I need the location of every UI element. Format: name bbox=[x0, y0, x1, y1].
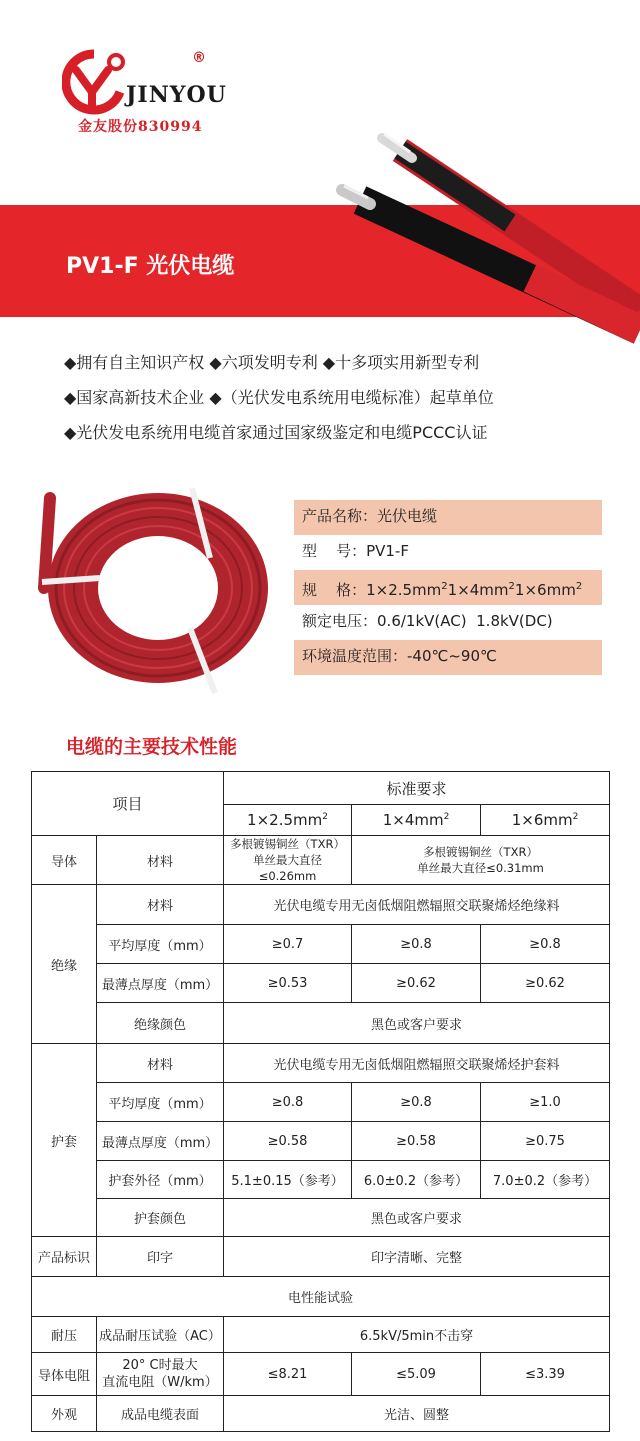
spec-label: 环境温度范围： bbox=[302, 647, 408, 665]
spec-voltage bbox=[294, 605, 602, 640]
feature-line: ◆拥有自主知识产权 ◆六项发明专利 ◆十多项实用新型专利 bbox=[64, 353, 480, 372]
insulation-color: 黑色或客户要求 bbox=[224, 1003, 610, 1044]
withstand-value: 6.5kV/5min不击穿 bbox=[224, 1317, 610, 1353]
cell-line: 单丝最大直径≤0.26mm bbox=[253, 853, 323, 883]
table-cell: ≤8.21 bbox=[224, 1353, 352, 1396]
row-label: 护套颜色 bbox=[97, 1199, 224, 1237]
cell-line: 多根镀锡铜丝（TXR） bbox=[423, 845, 538, 859]
feature-list bbox=[64, 349, 624, 454]
col-sup: 2 bbox=[322, 812, 328, 822]
table-cell: ≥0.53 bbox=[224, 964, 352, 1003]
product-title: PV1-F 光伏电缆 bbox=[66, 254, 235, 279]
spec-size-1: 1×2.5mm bbox=[366, 581, 442, 599]
col-text: 1×4mm bbox=[382, 811, 444, 829]
feature-line: ◆光伏发电系统用电缆首家通过国家级鉴定和电缆PCCC认证 bbox=[64, 423, 488, 442]
group-appearance: 外观 bbox=[32, 1396, 97, 1432]
col-text: 1×2.5mm bbox=[247, 811, 323, 829]
spec-size-3: 1×6mm bbox=[514, 581, 576, 599]
row-label bbox=[97, 1353, 224, 1396]
spec-size bbox=[294, 570, 602, 605]
table-cell: 6.0±0.2（参考） bbox=[352, 1161, 481, 1199]
table-cell: ≥0.62 bbox=[481, 964, 610, 1003]
sheath-color: 黑色或客户要求 bbox=[224, 1199, 610, 1237]
brand-logo bbox=[62, 40, 232, 140]
performance-table bbox=[31, 771, 610, 1432]
table-cell: 7.0±0.2（参考） bbox=[481, 1161, 610, 1199]
sheath-material: 光伏电缆专用无卤低烟阻燃辐照交联聚烯烃护套料 bbox=[224, 1044, 610, 1083]
col-sup: 2 bbox=[443, 812, 450, 822]
table-cell: ≥0.62 bbox=[352, 964, 481, 1003]
row-label: 平均厚度（mm） bbox=[97, 925, 224, 964]
table-cell: ≥1.0 bbox=[481, 1083, 610, 1122]
feature-line: ◆国家高新技术企业 ◆（光伏发电系统用电缆标准）起草单位 bbox=[64, 388, 494, 407]
cell-line: 直流电阻（W/km） bbox=[102, 1375, 218, 1390]
table-cell: ≥0.8 bbox=[481, 925, 610, 964]
table-cell: 5.1±0.15（参考） bbox=[224, 1161, 352, 1199]
table-cell: ≤3.39 bbox=[481, 1353, 610, 1396]
group-marking: 产品标识 bbox=[32, 1237, 97, 1277]
group-sheath: 护套 bbox=[32, 1044, 97, 1237]
spec-value: 0.6/1kV(AC) 1.8kV(DC) bbox=[377, 612, 553, 630]
spec-sup: 2 bbox=[441, 581, 448, 592]
appearance-value: 光洁、圆整 bbox=[224, 1396, 610, 1432]
row-label: 绝缘颜色 bbox=[97, 1003, 224, 1044]
col-text: 1×6mm bbox=[511, 811, 573, 829]
table-cell: ≥0.75 bbox=[481, 1122, 610, 1161]
row-label: 平均厚度（mm） bbox=[97, 1083, 224, 1122]
registered-mark: ® bbox=[192, 50, 206, 66]
spec-temperature bbox=[294, 640, 602, 675]
spec-sup: 2 bbox=[508, 581, 515, 592]
jinyou-logo-icon bbox=[62, 48, 132, 118]
cell-line: 20° C时最大 bbox=[122, 1358, 198, 1373]
spec-label: 型 号： bbox=[302, 542, 367, 560]
row-label: 材料 bbox=[97, 885, 224, 925]
insulation-material: 光伏电缆专用无卤低烟阻燃辐照交联聚烯烃绝缘料 bbox=[224, 885, 610, 925]
spec-size-2: 1×4mm bbox=[447, 581, 509, 599]
row-label: 材料 bbox=[97, 836, 224, 885]
electrical-header: 电性能试验 bbox=[32, 1277, 610, 1317]
row-label: 最薄点厚度（mm） bbox=[97, 1122, 224, 1161]
table-cell: ≥0.58 bbox=[224, 1122, 352, 1161]
cable-coil-image bbox=[30, 478, 280, 698]
spec-sup: 2 bbox=[575, 581, 583, 592]
cell-line: 单丝最大直径≤0.31mm bbox=[417, 861, 544, 875]
col-header-1 bbox=[224, 805, 352, 836]
table-cell: ≥0.7 bbox=[224, 925, 352, 964]
spec-product-name bbox=[294, 500, 602, 535]
table-cell: ≥0.8 bbox=[352, 1083, 481, 1122]
row-label: 成品耐压试验（AC） bbox=[97, 1317, 224, 1353]
group-conductor: 导体 bbox=[32, 836, 97, 885]
spec-value: -40℃~90℃ bbox=[407, 647, 497, 665]
spec-value: PV1-F bbox=[366, 542, 409, 560]
spec-label: 额定电压： bbox=[302, 612, 378, 630]
row-label: 护套外径（mm） bbox=[97, 1161, 224, 1199]
table-cell: ≥0.8 bbox=[352, 925, 481, 964]
cell-line: 多根镀锡铜丝（TXR） bbox=[230, 837, 345, 851]
stock-code: 金友股份830994 bbox=[78, 119, 203, 135]
table-cell: ≥0.58 bbox=[352, 1122, 481, 1161]
group-resistance: 导体电阻 bbox=[32, 1353, 97, 1396]
spec-value: 光伏电缆 bbox=[377, 507, 438, 525]
brand-name: JINYOU bbox=[126, 82, 227, 108]
standard-header: 标准要求 bbox=[224, 772, 610, 805]
spec-model bbox=[294, 535, 602, 570]
row-label: 最薄点厚度（mm） bbox=[97, 964, 224, 1003]
row-label: 成品电缆表面 bbox=[97, 1396, 224, 1432]
row-label: 材料 bbox=[97, 1044, 224, 1083]
item-header: 项目 bbox=[32, 772, 224, 836]
table-cell: ≥0.8 bbox=[224, 1083, 352, 1122]
col-sup: 2 bbox=[572, 812, 579, 822]
group-withstand: 耐压 bbox=[32, 1317, 97, 1353]
cable-product-image bbox=[300, 80, 640, 350]
spec-label: 产品名称： bbox=[302, 507, 378, 525]
section-title: 电缆的主要技术性能 bbox=[66, 736, 238, 758]
spec-box bbox=[294, 500, 602, 675]
table-cell: ≤5.09 bbox=[352, 1353, 481, 1396]
spec-label: 规 格： bbox=[302, 581, 367, 599]
col-header-3 bbox=[481, 805, 610, 836]
row-label: 印字 bbox=[97, 1237, 224, 1277]
conductor-value-1 bbox=[224, 836, 352, 885]
col-header-2 bbox=[352, 805, 481, 836]
conductor-value-2 bbox=[352, 836, 610, 885]
marking-value: 印字清晰、完整 bbox=[224, 1237, 610, 1277]
group-insulation: 绝缘 bbox=[32, 885, 97, 1044]
